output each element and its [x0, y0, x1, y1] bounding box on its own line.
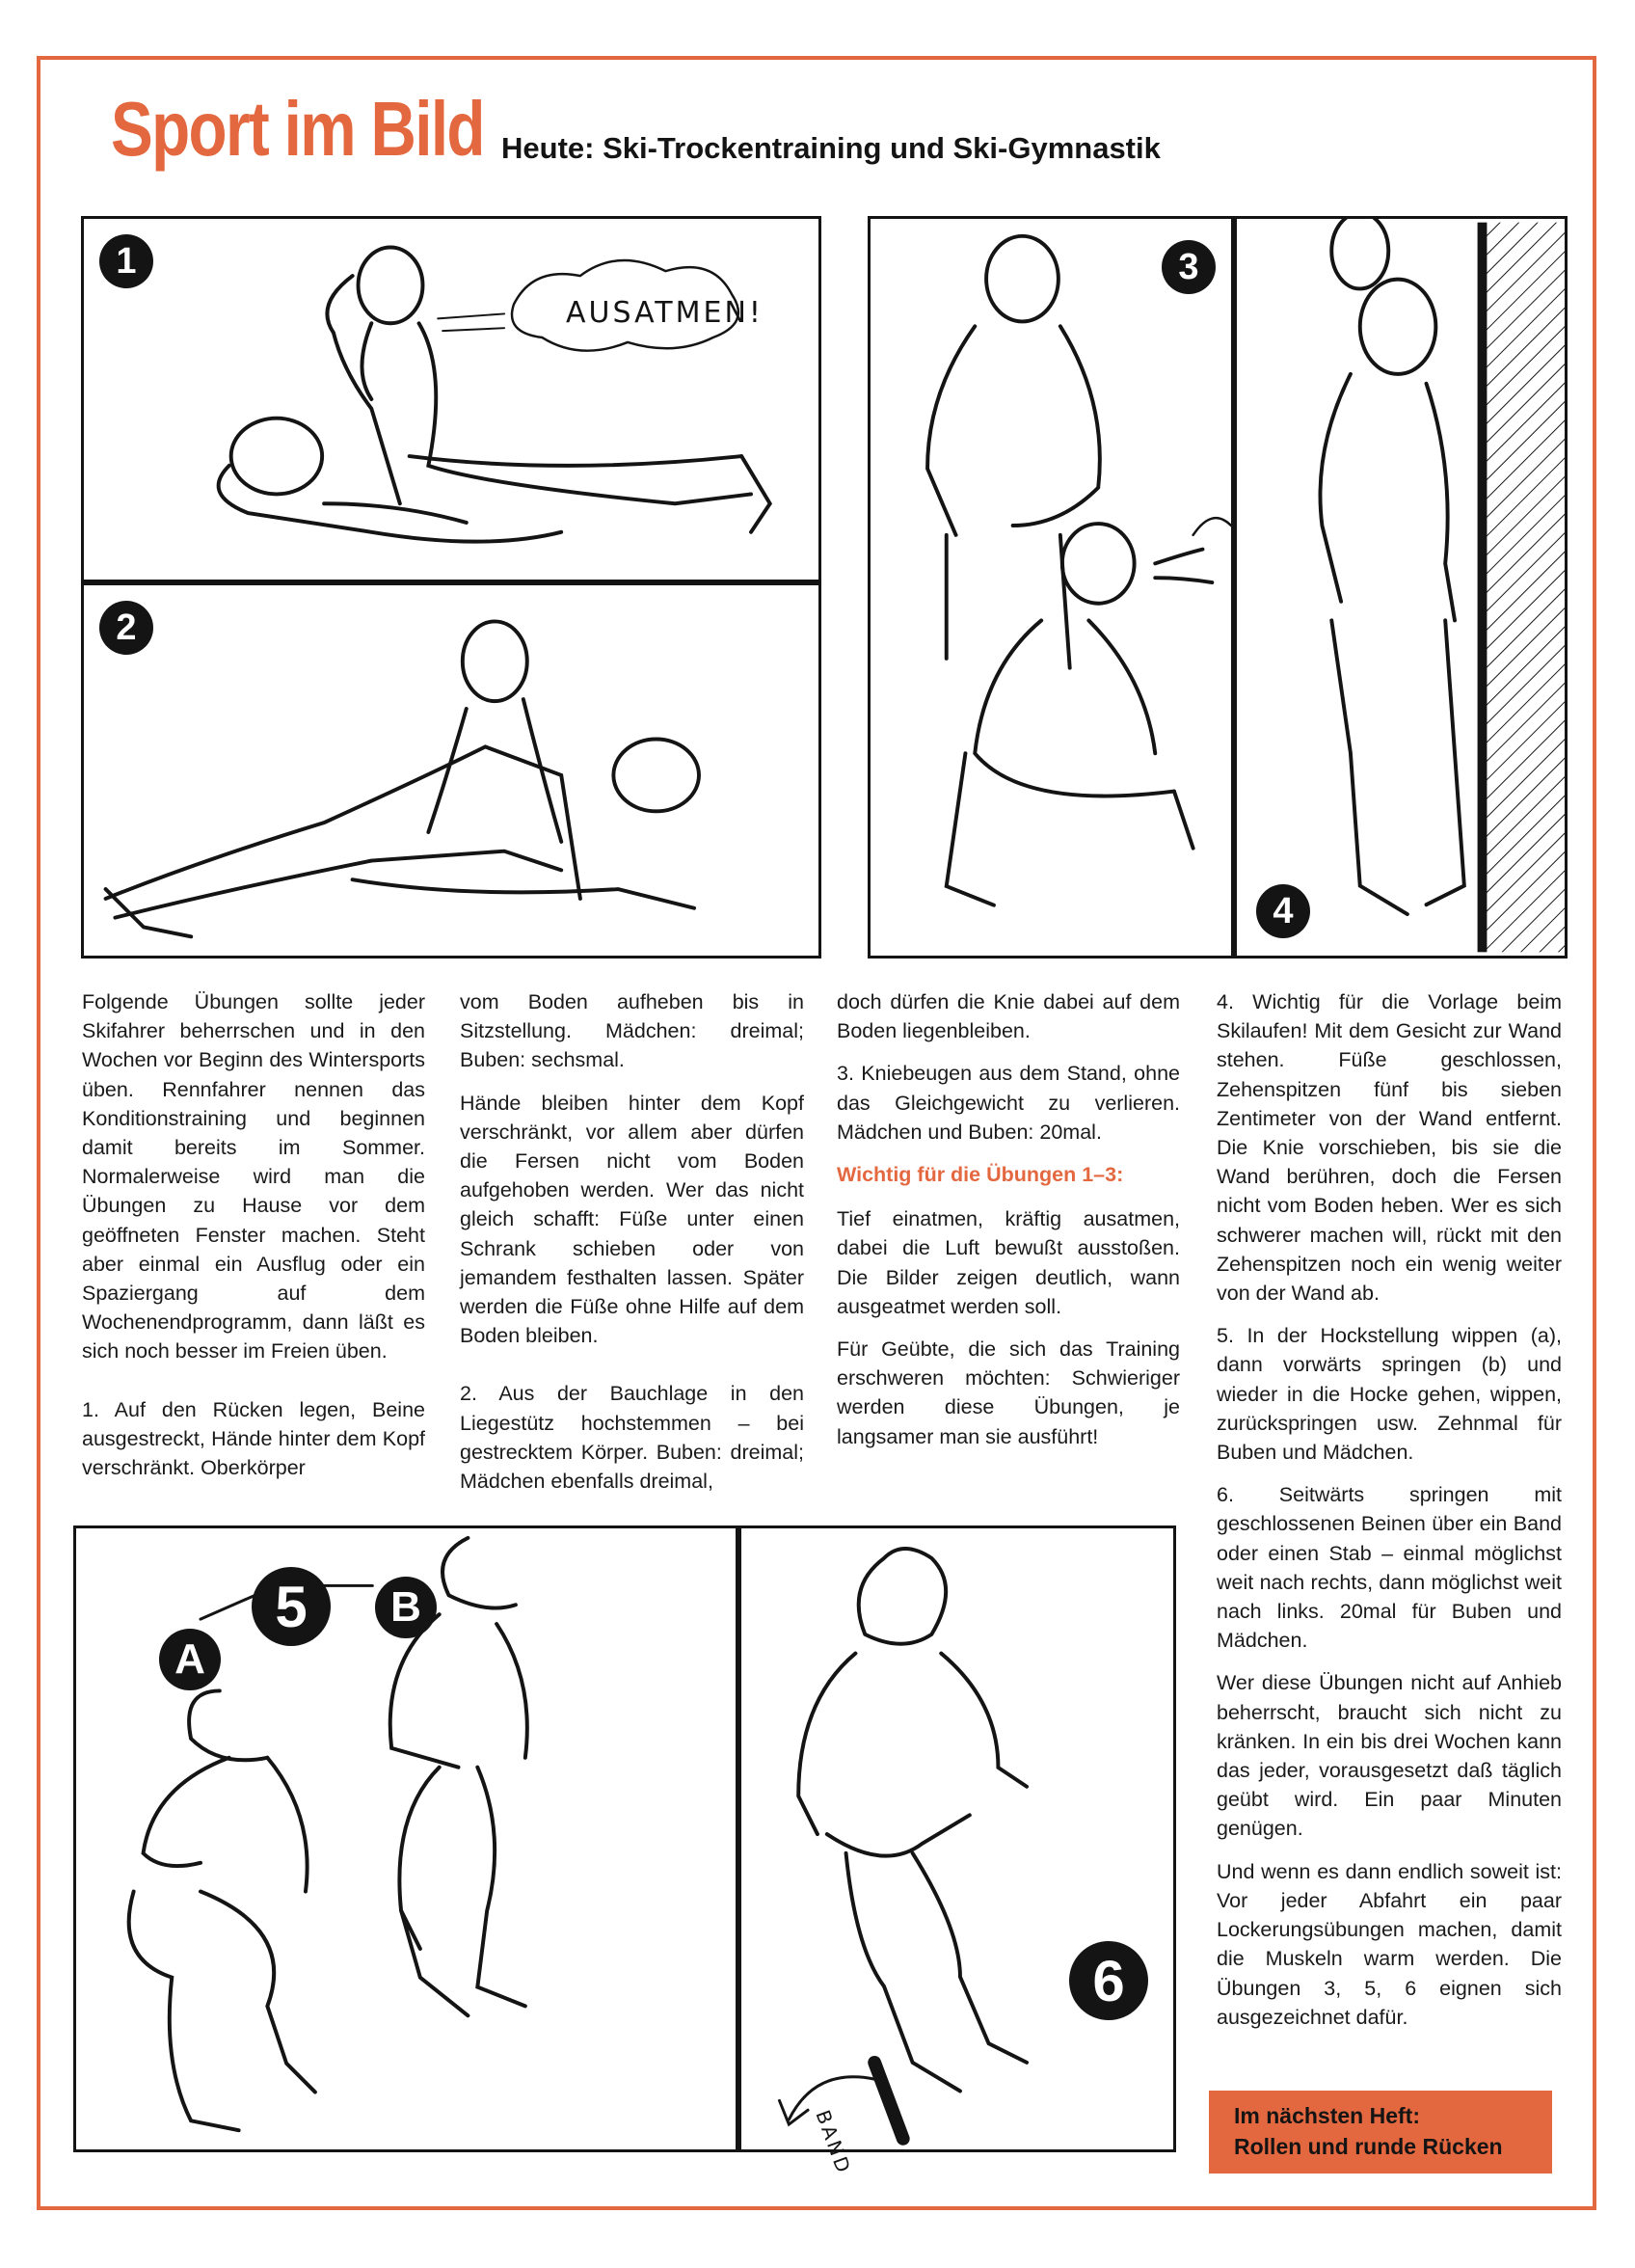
- advanced-text: Für Geübte, die sich das Training erschweren möchten: Schwieriger werden diese Übungen, je langsamer man sie ausführt!: [837, 1337, 1180, 1448]
- speech-bubble-text: AUSATMEN!: [566, 296, 764, 330]
- exercise-4-text: 4. Wichtig für die Vorlage beim Skilaufen! Mit dem Gesicht zur Wand stehen. Füße geschlossen, Zehenspitzen fünf bis sieben Zentimeter von der Wand entfernt. Die Knie vorschieben, bis sie die Wand berühren, doch die Fersen nicht vom Boden heben. Wer es sich schwerer machen will, rückt mit den Zehenspitzen noch ein wenig weiter von der Wand ab.: [1217, 990, 1562, 1306]
- step-1-badge: 1: [99, 234, 153, 288]
- illustration-panel-2: [81, 582, 821, 958]
- step-3-badge: 3: [1162, 240, 1216, 294]
- closing-text: Und wenn es dann endlich soweit ist: Vor jeder Abfahrt ein paar Lockerungsübungen machen, damit die Muskeln warm werden. Die Übungen 3, 5, 6 eignen sich ausgezeichnet dafür.: [1217, 1859, 1562, 2029]
- wall-lean-sketch: [1237, 219, 1565, 956]
- article-column-2: [460, 987, 804, 1509]
- next-issue-label: Im nächsten Heft:: [1234, 2103, 1420, 2128]
- article-column-4: [1217, 987, 1562, 2045]
- variant-b-badge: B: [375, 1577, 437, 1638]
- article-column-3: [837, 987, 1180, 1465]
- illustration-panel-1: [81, 216, 821, 582]
- next-issue-box: [1209, 2091, 1552, 2174]
- exercise-1-notes: Hände bleiben hinter dem Kopf verschränkt, vor allem aber dürfen die Fersen nicht vom Boden aufgehoben werden. Wer das nicht gleich schafft: Füße unter einen Schrank schieben oder von jemandem festhalten lassen. Später werden die Füße ohne Hilfe auf dem Boden bleiben.: [460, 1091, 804, 1348]
- exercise-2-count: doch dürfen die Knie dabei auf dem Boden liegenbleiben.: [837, 990, 1180, 1043]
- exercise-6-text: 6. Seitwärts springen mit geschlossenen Beinen über ein Band oder einen Stab – einmal möglichst weit nach rechts, dann möglichst weit nach links. 20mal für Buben und Mädchen.: [1217, 1483, 1562, 1653]
- variant-a-badge: A: [159, 1629, 221, 1690]
- step-2-badge: 2: [99, 601, 153, 655]
- article-column-1: [82, 987, 425, 1496]
- exercise-5-text: 5. In der Hockstellung wippen (a), dann vorwärts springen (b) und wieder in die Hocke gehen, wippen, zurückspringen usw. Zehnmal für Buben und Mädchen.: [1217, 1324, 1562, 1465]
- side-jump-sketch: [741, 1528, 1173, 2149]
- exercise-1-count: vom Boden aufheben bis in Sitzstellung. Mädchen: dreimal; Buben: sechsmal.: [460, 990, 804, 1072]
- illustration-panel-4: [1234, 216, 1568, 958]
- encouragement-text: Wer diese Übungen nicht auf Anhieb beherrscht, braucht sich nicht zu kränken. In ein bis drei Wochen kann das jeder, vorausgesetzt daß täglich geübt wird. Ein paar Minuten genügen.: [1217, 1671, 1562, 1841]
- pushup-sketch: [84, 585, 818, 956]
- next-issue-topic: Rollen und runde Rücken: [1234, 2134, 1503, 2159]
- knee-bend-sketch: [871, 219, 1231, 956]
- exercise-3-text: 3. Kniebeugen aus dem Stand, ohne das Gleichgewicht zu verlieren. Mädchen und Buben: 20mal.: [837, 1062, 1180, 1144]
- band-label: BAND: [811, 2107, 856, 2178]
- illustration-panel-6: [738, 1526, 1176, 2178]
- page-title: Sport im Bild: [111, 86, 484, 172]
- step-5-badge: 5: [252, 1567, 331, 1646]
- intro-paragraph: Folgende Übungen sollte jeder Skifahrer beherrschen und in den Wochen vor Beginn des Wintersports üben. Rennfahrer nennen das Konditionstraining und beginnen damit bereits im Sommer. Normalerweise wird man die Übungen zu Hause vor dem geöffneten Fenster machen. Steht aber einmal ein Ausflug oder ein Spaziergang auf dem Wochenendprogramm, dann läßt es sich noch besser im Freien üben.: [82, 990, 425, 1364]
- illustration-panel-5: [73, 1526, 738, 2152]
- breathing-text: Tief einatmen, kräftig ausatmen, dabei die Luft bewußt ausstoßen. Die Bilder zeigen deutlich, wann ausgeatmet werden soll.: [837, 1207, 1180, 1318]
- step-4-badge: 4: [1256, 884, 1310, 938]
- situp-sketch: [84, 219, 818, 580]
- exercise-2-text: 2. Aus der Bauchlage in den Liegestütz hochstemmen – bei gestrecktem Körper. Buben: dreimal; Mädchen ebenfalls dreimal,: [460, 1382, 804, 1494]
- illustration-panel-3: [868, 216, 1234, 958]
- exercise-1-text: 1. Auf den Rücken legen, Beine ausgestreckt, Hände hinter dem Kopf verschränkt. Oberkörper: [82, 1397, 425, 1480]
- page-subtitle: Heute: Ski-Trockentraining und Ski-Gymnastik: [501, 131, 1161, 165]
- step-6-badge: 6: [1069, 1941, 1148, 2020]
- breathing-heading: Wichtig für die Übungen 1–3:: [837, 1163, 1124, 1187]
